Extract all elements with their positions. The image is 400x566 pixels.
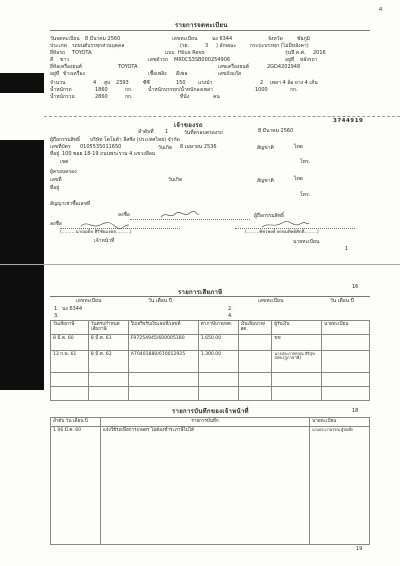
- nationality-value: ไทย: [294, 144, 303, 150]
- table-row: [51, 387, 370, 401]
- brand-value: TOYOTA: [72, 50, 92, 56]
- reg-number-value: นง 6344: [212, 36, 233, 42]
- birth-date-label: วันเกิด: [158, 145, 173, 151]
- address-value: 100 ซอย 18-19 ถนนพระราม 4 แขวงสีลม: [62, 151, 156, 157]
- possession-date-value: 8 มีนาคม 2560: [258, 128, 294, 134]
- tax-row1-tax: 1,650.00: [198, 335, 238, 351]
- province-value: ชัยภูมิ: [297, 36, 310, 42]
- cc-label: ซีซี: [143, 80, 150, 86]
- engine-brand-label: ยี่ห้อเครื่องยนต์: [50, 64, 83, 70]
- vin-location-label: อยู่ที่: [285, 57, 295, 63]
- birth-date-value: 8 เมษายน 2536: [180, 144, 217, 150]
- possessor-birth-label: วันเกิด: [168, 177, 183, 183]
- color-label: สี: [50, 57, 54, 63]
- load-unit: กก.: [290, 87, 298, 93]
- officer-signature: [80, 220, 130, 230]
- fuel-label: เชื้อเพลิง: [148, 71, 167, 77]
- owner-mark: 1: [345, 246, 349, 252]
- possessor-nationality-value: ไทย: [294, 176, 303, 182]
- possessor-label: ผู้ครอบครอง: [50, 169, 77, 175]
- sign2-role: นายทะเบียน: [293, 239, 320, 245]
- axle-text: เพลา 4 ล้อ ยาง 4 เส้น: [270, 80, 318, 86]
- tax-table: [50, 320, 370, 401]
- cylinder-label: สูบ: [104, 80, 111, 86]
- engine-number-label: เลขเครื่องยนต์: [218, 64, 249, 70]
- officer-role: เจ้าหน้าที่: [94, 238, 115, 244]
- color-value: ขาว: [60, 57, 70, 63]
- tax-entry-4-no: 4.: [228, 313, 233, 319]
- type-value: รถยนต์บรรทุกส่วนบุคคล: [72, 43, 125, 49]
- tax-row2-receiver: นางประภาพรรณ สิริสุข สสค.(รูภาษาษี): [272, 351, 322, 373]
- seat-label: ที่นั่ง: [180, 94, 190, 100]
- top-page-mark: 4: [379, 7, 383, 13]
- model-year-value: 2016: [313, 50, 326, 56]
- hp-value: 150: [176, 80, 186, 86]
- engine-brand-value: TOYOTA: [118, 64, 138, 70]
- tax-entry-2-no: 2.: [228, 306, 233, 312]
- redaction-bar: [0, 73, 44, 93]
- address-label: ที่อยู่: [50, 151, 60, 157]
- possessor-address-label: ที่อยู่: [50, 185, 60, 191]
- hp-label: แรงม้า: [198, 80, 213, 86]
- holder-signature: [160, 210, 200, 220]
- tax-date-label-left: วัน เดือน ปี: [148, 298, 172, 304]
- registrar-name: (.........พัชรพงศ์ พรหมทิพย์ศักดิ์.........): [245, 230, 319, 235]
- sign1-role: ผู้ถือกรรมสิทธิ์: [254, 213, 285, 219]
- weight-value: 1860: [95, 87, 108, 93]
- tax-col-tax: ค่าภาษีบาท/สต.: [198, 321, 238, 335]
- tax-col-receiver: ผู้รับเงิน: [272, 321, 322, 335]
- notes-title: รายการบันทึกของเจ้าหน้าที่: [172, 408, 249, 415]
- character-label: ) ลักษณะ: [216, 43, 237, 49]
- model-year-label: รุ่นปี ค.ศ.: [285, 50, 306, 56]
- sign2-label: ลงชื่อ: [50, 221, 62, 227]
- qty-value: 4: [93, 80, 97, 86]
- reg-number-label: เลขทะเบียน: [172, 36, 198, 42]
- character-value: กระบะบรรทุก (ไม่มีหลังคา): [250, 43, 309, 49]
- notes-row1-date: 06 มี.ค. 60: [57, 428, 82, 433]
- total-weight-value: 2860: [95, 94, 108, 100]
- tax-reg-label-left: เลขทะเบียน: [76, 298, 102, 304]
- tel-label: โทร.: [300, 159, 311, 165]
- weight-unit: กก.: [125, 87, 133, 93]
- gas-tank-label: เลขถังแก๊ส: [218, 71, 241, 77]
- sign1-label: ลงชื่อ: [118, 212, 130, 218]
- possessor-tel-label: โทร.: [300, 192, 311, 198]
- stamp-number: 3744919: [333, 118, 364, 124]
- reg-date-label: วันจดทะเบียน: [50, 36, 80, 42]
- province-label: จังหวัด: [268, 36, 283, 42]
- redaction-bar: [0, 140, 44, 390]
- table-row: [51, 373, 370, 387]
- tax-reg-label-right: เลขทะเบียน: [258, 298, 284, 304]
- notes-row1-text: แจ้งใช้รถเพื่อการเกษตร ไม่ต้องชำระภาษีไม่ได้: [100, 427, 309, 545]
- engine-location-label: อยู่ที่: [50, 71, 60, 77]
- weight-label: น้ำหนักรถ: [50, 87, 72, 93]
- notes-row1-no: 1: [53, 428, 56, 433]
- tax-row1-receiver: ขข: [272, 335, 322, 351]
- tax-col-due: วันครบกำหนดเสียภาษี: [88, 321, 128, 335]
- tax-row1-receipt: F97254945/600005180: [128, 335, 198, 351]
- axle-value: 2: [260, 80, 264, 86]
- type-label: ประเภท: [50, 43, 67, 49]
- tax-col-registrar: นายทะเบียน: [322, 321, 370, 335]
- bottom-page-number: 19: [356, 546, 363, 552]
- tax-entry-1-value: นง 6344: [62, 306, 83, 312]
- notes-table: [50, 417, 370, 545]
- rs-label: (รย.: [180, 43, 190, 49]
- tax-col-extra: เงินเพิ่มบาท/สต.: [238, 321, 272, 335]
- order-label: ลำดับที่: [138, 129, 154, 135]
- notes-page-number: 18: [352, 408, 359, 414]
- vin-label: เลขตัวรถ: [148, 57, 168, 63]
- seat-unit: คน: [213, 94, 220, 100]
- tax-title: รายการเสียภาษี: [178, 289, 223, 296]
- tax-entry-3-no: 3.: [54, 313, 59, 319]
- total-weight-unit: กก.: [125, 94, 133, 100]
- table-row: [51, 335, 370, 351]
- model-label: แบบ: [165, 50, 175, 56]
- tax-entry-1-no: 1.: [54, 306, 59, 312]
- tax-row2-due: 8 มี.ค. 62: [88, 351, 128, 373]
- table-row: [51, 351, 370, 373]
- tax-row1-extra: [238, 335, 272, 351]
- fuel-value: ดีเซล: [176, 71, 188, 77]
- cc-value: 2393: [116, 80, 129, 86]
- id-label: เลขที่บัตร: [50, 144, 71, 150]
- owner-header: เจ้าของรถ: [174, 122, 203, 129]
- load-label: น้ำหนักบรรทุก/น้ำหนักลงเพลา: [148, 87, 213, 93]
- notes-row1-registrar: นางประภาพรรณ ผู้บันทึก: [310, 427, 370, 545]
- nationality-label: สัญชาติ: [257, 145, 274, 151]
- vin-location-value: หลังรถา: [300, 57, 318, 63]
- engine-number-value: 2GD4202948: [267, 64, 301, 70]
- load-value: 1000: [255, 87, 268, 93]
- tax-row2-registrar: [322, 351, 370, 373]
- tax-date-label-right: วัน เดือน ปี: [330, 298, 354, 304]
- tax-page-number: 16: [352, 284, 359, 290]
- reg-date-value: 8 มีนาคม 2560: [85, 36, 121, 42]
- total-weight-label: น้ำหนักรวม: [50, 94, 75, 100]
- tax-col-paid: วันเสียภาษี: [51, 321, 89, 335]
- notes-col-entry: รายการบันทึก: [100, 418, 309, 427]
- possessor-id-label: เลขที่: [50, 177, 62, 183]
- tax-row1-paid: 8 มี.ค. 60: [51, 335, 89, 351]
- notes-col-date: ลำดับ วัน เดือน ปี: [51, 418, 101, 427]
- id-value: 0105535011650: [80, 144, 122, 150]
- possessor-nationality-label: สัญชาติ: [257, 178, 274, 184]
- brand-label: ยี่ห้อรถ: [50, 50, 65, 56]
- notes-col-registrar: นายทะเบียน: [310, 418, 370, 427]
- contract-label: สัญญาเช่าซื้อเลขที่: [50, 201, 91, 207]
- engine-location-value: ข้างเครื่อง: [63, 71, 85, 77]
- registrar-signature: [260, 220, 310, 230]
- tax-row2-tax: 1,300.00: [198, 351, 238, 373]
- model-value: Hilux Revo: [178, 50, 205, 56]
- vin-value: MR0CS3SB000254906: [174, 57, 231, 63]
- tax-row1-registrar: [322, 335, 370, 351]
- qty-label: จำนวน: [50, 80, 66, 86]
- registration-title: รายการจดทะเบียน: [175, 22, 228, 29]
- table-row: [51, 427, 370, 545]
- tax-col-receipt: ใบเสร็จรับเงินเล่มที่/เลขที่: [128, 321, 198, 335]
- tax-row2-paid: 13 ก.พ. 61: [51, 351, 89, 373]
- officer-name: (..........นายเผด็จ ศิริชัยมงคล..........): [60, 230, 132, 235]
- tax-row2-receipt: A70401880/610012925: [128, 351, 198, 373]
- tax-row2-extra: [238, 351, 272, 373]
- possession-date-label: วันที่ครอบครองรถ: [184, 130, 223, 136]
- rs-value: 3: [205, 43, 209, 49]
- holder-label: ผู้ถือกรรมสิทธิ์: [50, 137, 81, 143]
- district-label: เขต: [60, 159, 69, 165]
- tax-row1-due: 8 มี.ค. 61: [88, 335, 128, 351]
- holder-value: บริษัท โตโยต้า ลีสซิ่ง (ประเทศไทย) จำกัด: [90, 137, 180, 143]
- order-value: 1: [165, 129, 169, 135]
